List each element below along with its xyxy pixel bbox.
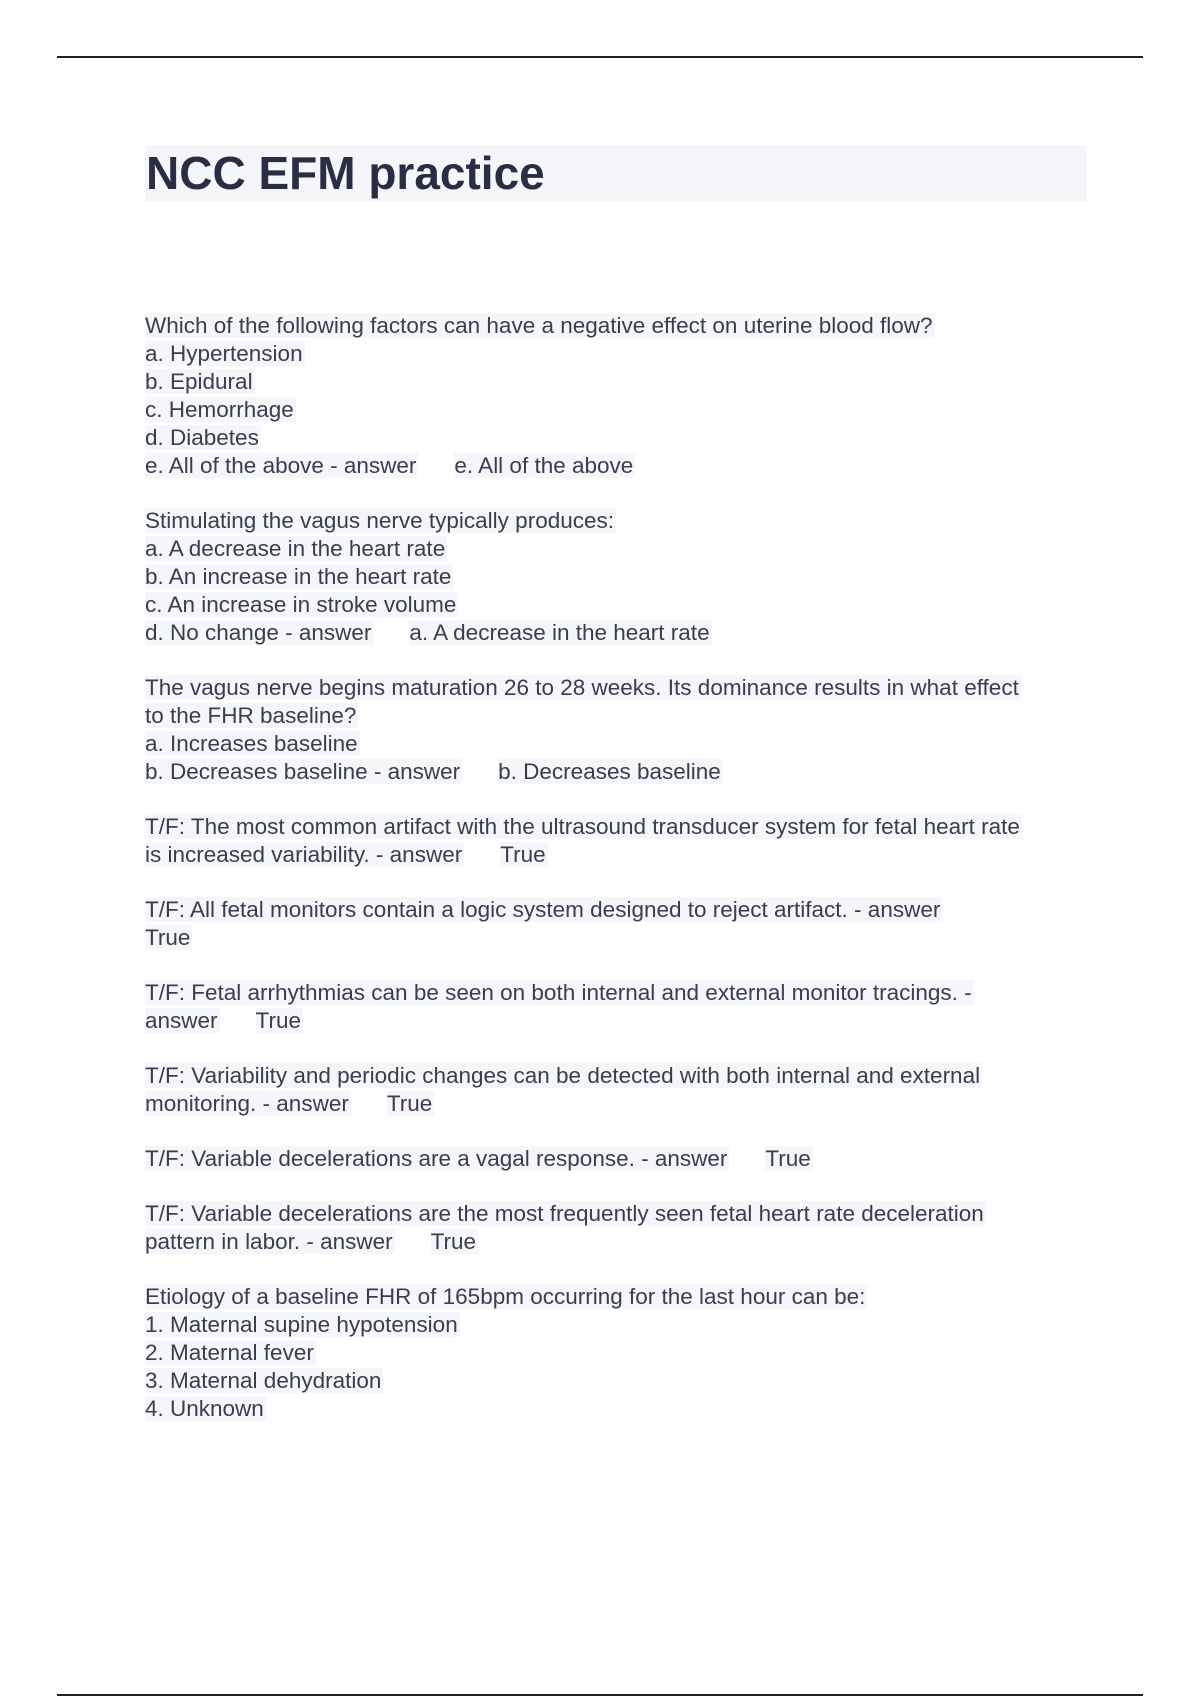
question-text bbox=[145, 1062, 1095, 1090]
line-text: c. An increase in stroke volume bbox=[145, 592, 457, 617]
question-line bbox=[145, 730, 1095, 758]
question-line bbox=[145, 1311, 1095, 1339]
line-text: d. Diabetes bbox=[145, 425, 259, 450]
answer-line bbox=[145, 841, 1095, 869]
line-text: b. An increase in the heart rate bbox=[145, 564, 452, 589]
question-line bbox=[145, 396, 1095, 424]
line-text: c. Hemorrhage bbox=[145, 397, 294, 422]
question-line bbox=[145, 368, 1095, 396]
line-text: to the FHR baseline? bbox=[145, 703, 357, 728]
question-line bbox=[145, 563, 1095, 591]
question-line bbox=[145, 702, 1095, 730]
line-text: 1. Maternal supine hypotension bbox=[145, 1312, 458, 1337]
line-text: a. Increases baseline bbox=[145, 731, 358, 756]
answer-text: True bbox=[765, 1146, 811, 1171]
answer-text: True bbox=[386, 1091, 433, 1116]
line-text: a. A decrease in the heart rate bbox=[145, 536, 446, 561]
answer-line bbox=[145, 1090, 1095, 1118]
question-line bbox=[145, 1367, 1095, 1395]
line-text: 3. Maternal dehydration bbox=[145, 1368, 382, 1393]
line-text: The vagus nerve begins maturation 26 to 28 weeks. Its dominance results in what effect bbox=[145, 675, 1019, 700]
question-line bbox=[145, 424, 1095, 452]
question-block bbox=[145, 1145, 1095, 1173]
question-block bbox=[145, 979, 1095, 1035]
line-text: T/F: Fetal arrhythmias can be seen on both internal and external monitor tracings. - bbox=[145, 980, 972, 1005]
answer-line bbox=[145, 924, 1095, 952]
answer-text: True bbox=[145, 925, 191, 950]
answer-line bbox=[145, 1228, 1095, 1256]
question-text bbox=[145, 896, 1095, 924]
question-block bbox=[145, 674, 1095, 786]
answer-prompt: d. No change - answer bbox=[145, 620, 372, 645]
line-text: 2. Maternal fever bbox=[145, 1340, 314, 1365]
line-text: T/F: All fetal monitors contain a logic system designed to reject artifact. - answer bbox=[145, 897, 941, 922]
question-line bbox=[145, 340, 1095, 368]
line-text: 4. Unknown bbox=[145, 1396, 264, 1421]
answer-line bbox=[145, 619, 1095, 647]
answer-text: True bbox=[255, 1008, 301, 1033]
question-text bbox=[145, 1200, 1095, 1228]
answer-prompt: answer bbox=[145, 1008, 218, 1033]
question-block bbox=[145, 312, 1095, 480]
line-text: T/F: The most common artifact with the ultrasound transducer system for fetal heart rate bbox=[145, 814, 1020, 839]
line-text: Which of the following factors can have a negative effect on uterine blood flow? bbox=[145, 313, 933, 338]
line-text: Stimulating the vagus nerve typically produces: bbox=[145, 508, 614, 533]
answer-line bbox=[145, 452, 1095, 480]
line-text: b. Epidural bbox=[145, 369, 253, 394]
answer-line bbox=[145, 1145, 1095, 1173]
question-block bbox=[145, 813, 1095, 869]
answer-text: e. All of the above bbox=[454, 453, 634, 478]
question-block bbox=[145, 507, 1095, 647]
question-text bbox=[145, 1283, 1095, 1311]
question-text bbox=[145, 979, 1095, 1007]
answer-line bbox=[145, 758, 1095, 786]
answer-prompt: b. Decreases baseline - answer bbox=[145, 759, 461, 784]
question-block bbox=[145, 1283, 1095, 1423]
question-line bbox=[145, 535, 1095, 563]
question-text bbox=[145, 312, 1095, 340]
question-text bbox=[145, 507, 1095, 535]
question-text bbox=[145, 813, 1095, 841]
question-line bbox=[145, 1339, 1095, 1367]
answer-text: b. Decreases baseline bbox=[498, 759, 721, 784]
question-line bbox=[145, 1395, 1095, 1423]
question-block bbox=[145, 1062, 1095, 1118]
answer-prompt: T/F: Variable decelerations are a vagal response. - answer bbox=[145, 1146, 728, 1171]
question-list bbox=[145, 312, 1095, 1450]
question-text bbox=[145, 674, 1095, 702]
answer-prompt: monitoring. - answer bbox=[145, 1091, 349, 1116]
line-text: T/F: Variability and periodic changes can be detected with both internal and external bbox=[145, 1063, 981, 1088]
line-text: T/F: Variable decelerations are the most frequently seen fetal heart rate deceleration bbox=[145, 1201, 984, 1226]
answer-prompt: e. All of the above - answer bbox=[145, 453, 417, 478]
answer-text: True bbox=[500, 842, 546, 867]
line-text: Etiology of a baseline FHR of 165bpm occurring for the last hour can be: bbox=[145, 1284, 866, 1309]
page-title: NCC EFM practice bbox=[146, 147, 545, 199]
question-block bbox=[145, 1200, 1095, 1256]
answer-text: a. A decrease in the heart rate bbox=[409, 620, 710, 645]
question-line bbox=[145, 591, 1095, 619]
question-block bbox=[145, 896, 1095, 952]
line-text: a. Hypertension bbox=[145, 341, 303, 366]
answer-prompt: is increased variability. - answer bbox=[145, 842, 463, 867]
bottom-rule bbox=[57, 1694, 1143, 1696]
answer-prompt: pattern in labor. - answer bbox=[145, 1229, 393, 1254]
answer-text: True bbox=[430, 1229, 477, 1254]
answer-line bbox=[145, 1007, 1095, 1035]
top-rule bbox=[57, 56, 1143, 58]
